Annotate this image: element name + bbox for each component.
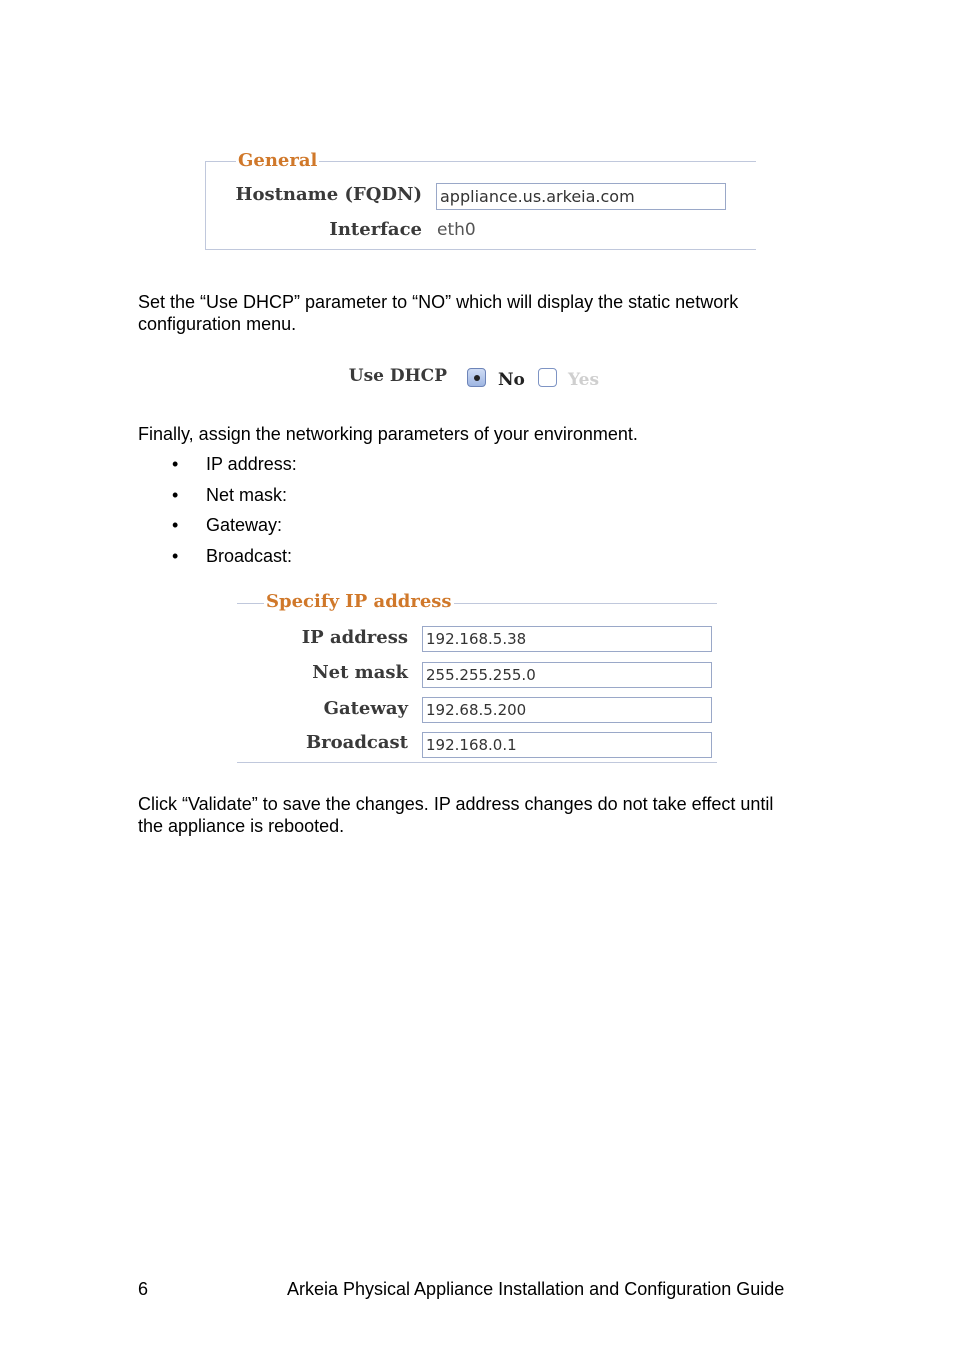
ip-address-label: IP address: [301, 627, 408, 648]
list-item: [172, 484, 287, 506]
list-item-text: Broadcast:: [206, 546, 293, 566]
page-number: 6: [138, 1279, 149, 1299]
dhcp-yes-radio[interactable]: [538, 368, 557, 387]
broadcast-field[interactable]: 192.168.0.1: [422, 732, 712, 758]
list-item: [172, 545, 292, 567]
ip-address-field[interactable]: 192.168.5.38: [422, 626, 712, 652]
list-item: [172, 453, 297, 475]
list-item: [172, 514, 282, 536]
bullet-icon: •: [172, 485, 179, 505]
bullet-icon: •: [172, 515, 179, 535]
dhcp-no-radio[interactable]: [467, 368, 486, 387]
net-mask-field[interactable]: 255.255.255.0: [422, 662, 712, 688]
paragraph-dhcp: Set the “Use DHCP” parameter to “NO” which will display the static network configuration menu.: [138, 292, 739, 334]
hostname-field[interactable]: appliance.us.arkeia.com: [436, 183, 726, 210]
list-item-text: IP address:: [206, 454, 297, 474]
dhcp-no-label[interactable]: No: [498, 370, 525, 390]
ip-panel-bottom-rule: [237, 762, 717, 763]
dhcp-yes-label[interactable]: Yes: [568, 370, 600, 390]
broadcast-label: Broadcast: [305, 732, 408, 753]
footer-title: Arkeia Physical Appliance Installation and Configuration Guide: [287, 1279, 785, 1299]
interface-label: Interface: [329, 219, 422, 240]
interface-value: eth0: [437, 220, 476, 240]
general-legend: General: [238, 150, 318, 171]
bullet-icon: •: [172, 454, 179, 474]
hostname-label: Hostname (FQDN): [235, 184, 422, 205]
gateway-field[interactable]: 192.68.5.200: [422, 697, 712, 723]
gateway-label: Gateway: [323, 698, 408, 719]
bullet-icon: •: [172, 546, 179, 566]
radio-dot-icon: [474, 375, 480, 381]
list-item-text: Gateway:: [206, 515, 283, 535]
list-item-text: Net mask:: [206, 485, 288, 505]
paragraph-finally: Finally, assign the networking parameters of your environment.: [138, 424, 638, 444]
dhcp-label: Use DHCP: [348, 366, 447, 386]
net-mask-label: Net mask: [312, 662, 408, 683]
paragraph-validate: Click “Validate” to save the changes. IP address changes do not take effect until the appliance is rebooted.: [138, 794, 774, 836]
ip-legend: Specify IP address: [266, 591, 452, 612]
